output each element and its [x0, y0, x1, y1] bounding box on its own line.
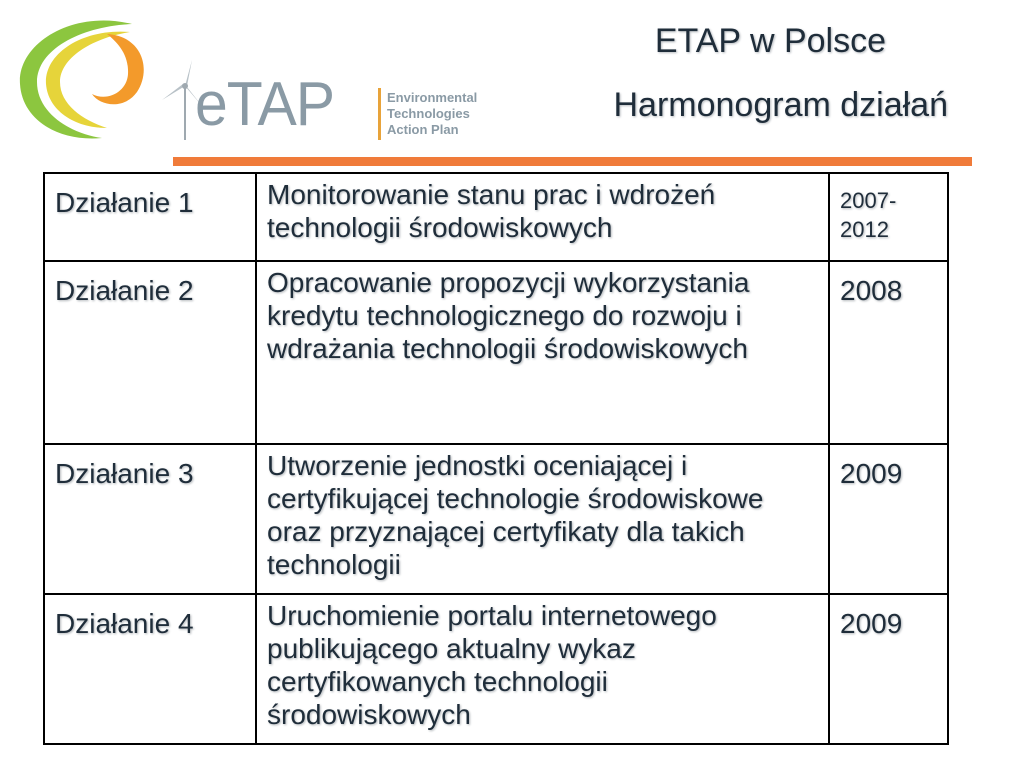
year-cell: 2009	[829, 594, 948, 744]
etap-logo	[12, 14, 482, 144]
schedule-table	[43, 172, 949, 745]
table-row	[44, 594, 948, 744]
description-cell: Utworzenie jednostki oceniającej i certyfikującej technologie środowiskowe oraz przyznającej certyfikaty dla takich technologii	[256, 444, 829, 594]
table-row	[44, 261, 948, 444]
etap-swirl-icon	[12, 14, 212, 144]
table-row	[44, 444, 948, 594]
description-cell: Opracowanie propozycji wykorzystania kredytu technologicznego do rozwoju i wdrażania technologii środowiskowych	[256, 261, 829, 444]
slide-title: ETAP w Polsce	[654, 22, 886, 60]
logo-tagline-line: Environmental	[387, 90, 478, 105]
action-cell: Działanie 1	[44, 173, 256, 261]
year-cell: 2009	[829, 444, 948, 594]
logo-tagline	[387, 90, 477, 138]
action-cell: Działanie 2	[44, 261, 256, 444]
slide-subtitle: Harmonogram działań	[613, 86, 948, 124]
action-cell: Działanie 4	[44, 594, 256, 744]
description-cell: Monitorowanie stanu prac i wdrożeń technologii środowiskowych	[256, 173, 829, 261]
description-cell: Uruchomienie portalu internetowego publikującego aktualny wykaz certyfikowanych technologii środowiskowych	[256, 594, 829, 744]
table-row	[44, 173, 948, 261]
logo-tagline-line: Action Plan	[387, 122, 459, 137]
year-cell: 2007-2012	[829, 173, 948, 261]
logo-divider	[378, 88, 381, 140]
logo-tagline-line: Technologies	[387, 106, 470, 121]
title-divider	[173, 157, 972, 166]
logo-wordmark: eTAP	[195, 70, 335, 139]
year-cell: 2008	[829, 261, 948, 444]
action-cell: Działanie 3	[44, 444, 256, 594]
